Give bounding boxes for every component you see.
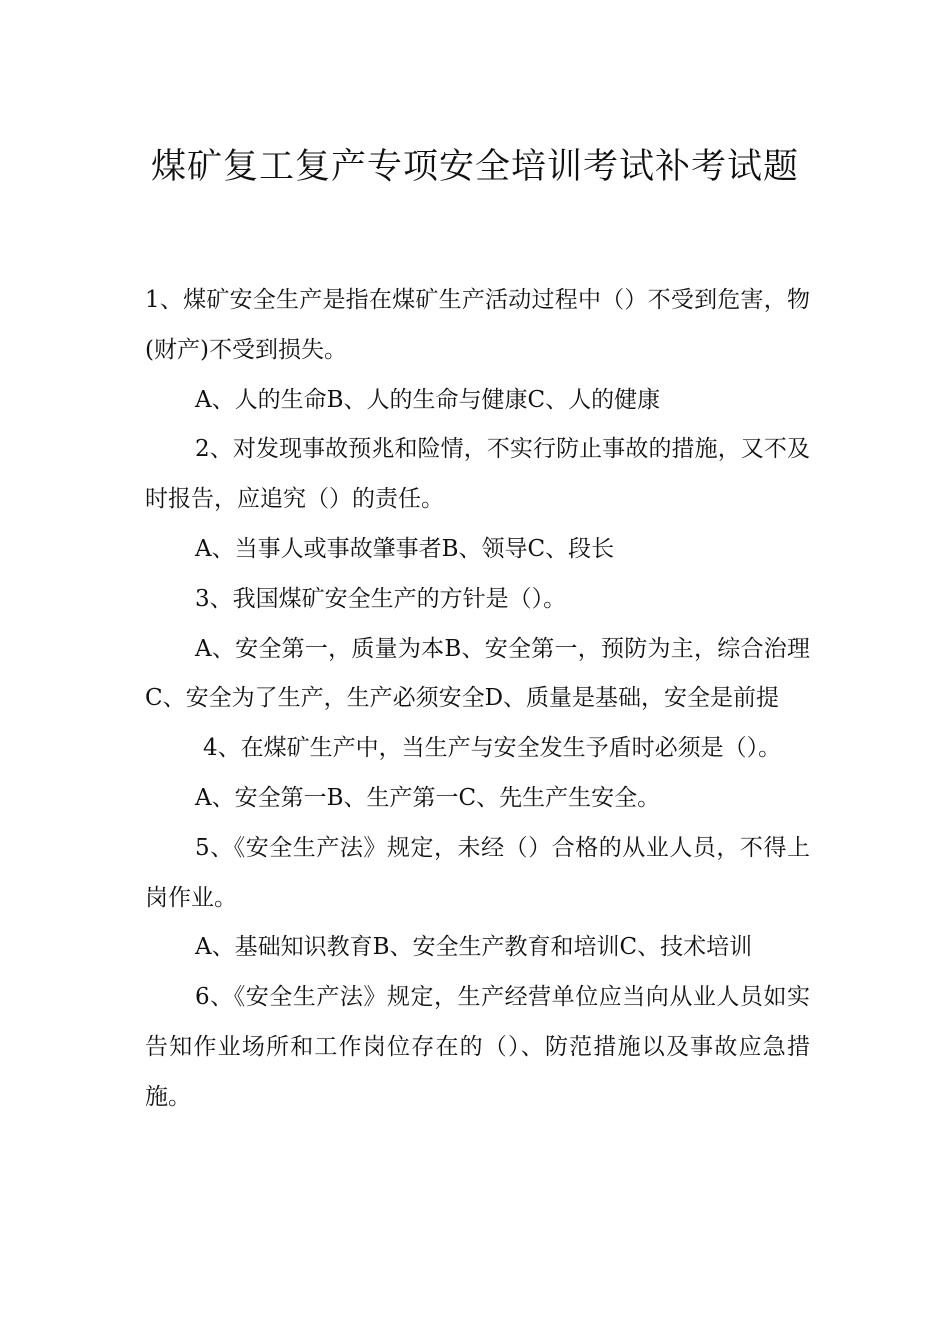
- question-4: 4、在煤矿生产中，当生产与安全发生予盾时必须是（）。: [203, 735, 782, 762]
- page-title: 煤矿复工复产专项安全培训考试补考试题: [150, 147, 799, 188]
- question-2-options: A、当事人或事故肇事者B、领导C、段长: [195, 535, 615, 562]
- question-2: 2、对发现事故预兆和险情，不实行防止事故的措施，又不及时报告，应追究（）的责任。: [145, 436, 810, 513]
- question-5: 5、《安全生产法》规定，未经（）合格的从业人员，不得上岗作业。: [145, 834, 810, 911]
- question-3-options: A、安全第一，质量为本B、安全第一，预防为主，综合治理C、安全为了生产，生产必须安全D、质量是基础，安全是前提: [145, 635, 810, 712]
- question-5-options: A、基础知识教育B、安全生产教育和培训C、技术培训: [195, 934, 753, 961]
- question-3: 3、我国煤矿安全生产的方针是（）。: [195, 585, 567, 612]
- question-4-options: A、安全第一B、生产第一C、先生产生安全。: [195, 784, 661, 811]
- question-1-options: A、人的生命B、人的生命与健康C、人的健康: [195, 386, 661, 413]
- question-6: 6、《安全生产法》规定，生产经营单位应当向从业人员如实告知作业场所和工作岗位存在的（）、防范措施以及事故应急措施。: [145, 984, 810, 1110]
- question-list: [145, 276, 810, 1123]
- question-1: 1、煤矿安全生产是指在煤矿生产活动过程中（）不受到危害，物(财产)不受到损失。: [145, 287, 810, 363]
